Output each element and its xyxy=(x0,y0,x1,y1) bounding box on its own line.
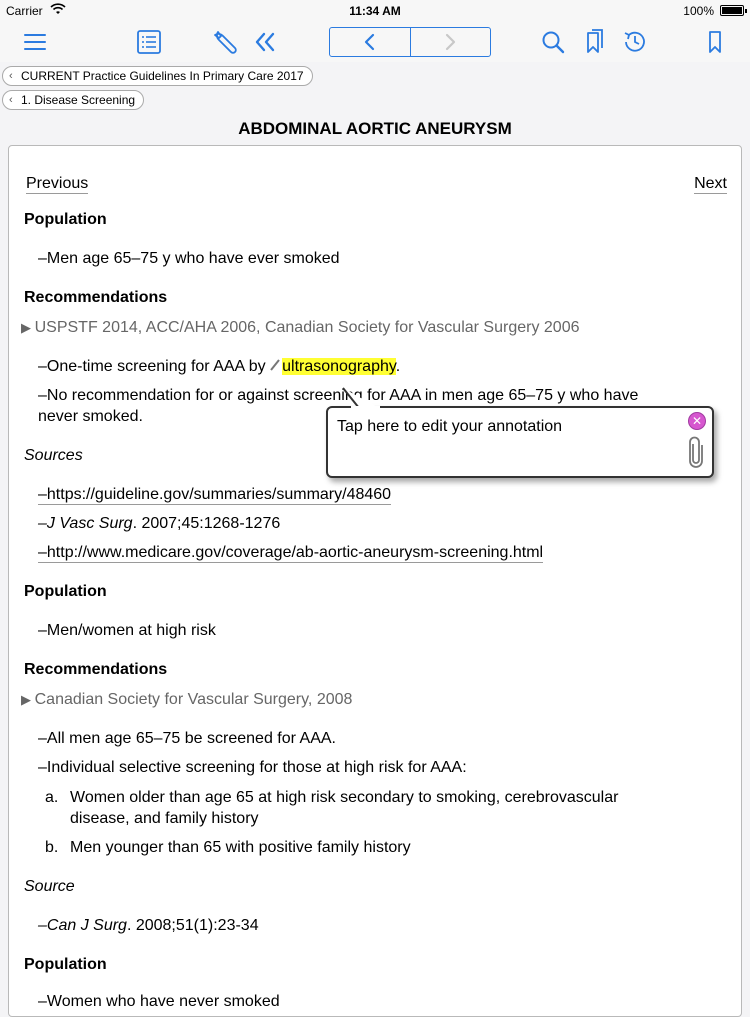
chevron-left-icon: ‹ xyxy=(9,70,13,82)
source-citation xyxy=(38,515,280,533)
list-marker: b. xyxy=(45,839,59,856)
pencil-icon[interactable] xyxy=(270,358,282,376)
section-heading: Population xyxy=(24,956,107,973)
next-link[interactable]: Next xyxy=(694,175,727,192)
disclosure-triangle-icon: ▶ xyxy=(21,692,35,707)
section-heading: Recommendations xyxy=(24,661,168,678)
recommendation-text: never smoked. xyxy=(38,408,143,425)
close-icon[interactable]: ✕ xyxy=(688,412,706,430)
list-item: Women older than age 65 at high risk secondary to smoking, cerebrovascular xyxy=(70,789,619,806)
content-panel xyxy=(8,145,742,1017)
recommendation-text: –All men age 65–75 be screened for AAA. xyxy=(38,730,336,747)
list-marker: a. xyxy=(45,789,59,806)
source-line[interactable] xyxy=(21,691,352,709)
battery-icon xyxy=(720,5,744,16)
wrench-icon[interactable] xyxy=(210,27,240,57)
toolbar xyxy=(0,22,750,62)
recommendation-prefix: –One-time screening for AAA by xyxy=(38,358,266,375)
battery-percent: 100% xyxy=(683,4,714,18)
source-link[interactable]: –https://guideline.gov/summaries/summary/48460 xyxy=(38,486,392,503)
recommendation-suffix: . xyxy=(395,358,401,375)
section-heading: Population xyxy=(24,583,107,600)
source-line-text: USPSTF 2014, ACC/AHA 2006, Canadian Society for Vascular Surgery 2006 xyxy=(34,319,580,336)
recommendation-text xyxy=(38,358,400,376)
disclosure-triangle-icon: ▶ xyxy=(21,320,35,335)
history-icon[interactable] xyxy=(620,27,650,57)
breadcrumb-book-label: CURRENT Practice Guidelines In Primary Care 2017 xyxy=(21,69,304,83)
popup-pointer xyxy=(341,386,381,410)
previous-link[interactable]: Previous xyxy=(26,175,89,192)
search-icon[interactable] xyxy=(538,27,568,57)
section-heading: Population xyxy=(24,211,107,228)
section-heading: Recommendations xyxy=(24,289,168,306)
citation-detail: . 2007;45:1268-1276 xyxy=(132,515,281,532)
journal-name: –Can J Surg xyxy=(38,917,127,934)
population-text: –Women who have never smoked xyxy=(38,993,280,1010)
sources-heading: Sources xyxy=(24,447,83,464)
forward-icon[interactable] xyxy=(410,28,491,56)
breadcrumb-chapter-label: 1. Disease Screening xyxy=(21,93,136,107)
list-item: Men younger than 65 with positive family history xyxy=(70,839,411,856)
status-bar xyxy=(0,0,750,22)
breadcrumb-book[interactable] xyxy=(2,66,313,86)
back-icon[interactable] xyxy=(330,28,410,56)
chevron-left-icon: ‹ xyxy=(9,94,13,106)
double-chevron-left-icon[interactable] xyxy=(250,27,280,57)
recommendation-text: –Individual selective screening for those at high risk for AAA: xyxy=(38,759,467,776)
population-text: –Men age 65–75 y who have ever smoked xyxy=(38,250,340,267)
source-citation xyxy=(38,917,259,935)
journal-name: –J Vasc Surg xyxy=(38,515,133,532)
annotation-popup-text[interactable]: Tap here to edit your annotation xyxy=(337,418,563,435)
breadcrumb-chapter[interactable] xyxy=(2,90,144,110)
page-title: ABDOMINAL AORTIC ANEURYSM xyxy=(238,119,512,138)
source-line[interactable] xyxy=(21,319,580,337)
annotation-popup[interactable] xyxy=(326,406,714,478)
population-text: –Men/women at high risk xyxy=(38,622,216,639)
bookmark-icon[interactable] xyxy=(700,27,730,57)
menu-icon[interactable] xyxy=(20,27,50,57)
paperclip-icon[interactable] xyxy=(688,436,704,473)
highlighted-annotation[interactable]: ultrasonography xyxy=(282,358,396,375)
recommendation-text: –No recommendation for or against screening for AAA in men age 65–75 y who have xyxy=(38,387,639,404)
page-nav-group xyxy=(329,27,491,57)
contents-list-icon[interactable] xyxy=(134,27,164,57)
source-line-text: Canadian Society for Vascular Surgery, 2008 xyxy=(34,691,353,708)
bookmarks-icon[interactable] xyxy=(580,27,610,57)
citation-detail: . 2008;51(1):23-34 xyxy=(126,917,259,934)
clock: 11:34 AM xyxy=(349,4,401,18)
carrier-label: Carrier xyxy=(6,4,43,18)
source-heading: Source xyxy=(24,878,75,895)
source-link[interactable]: –http://www.medicare.gov/coverage/ab-aortic-aneurysm-screening.html xyxy=(38,544,544,561)
list-item: disease, and family history xyxy=(70,810,259,827)
